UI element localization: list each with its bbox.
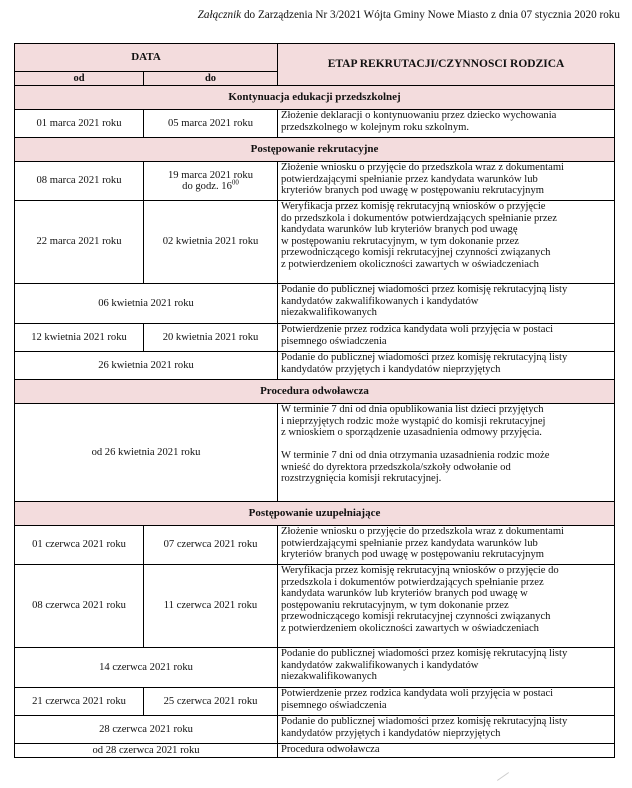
desc-line: kryteriów branych pod uwagę w postępowaniu rekrutacyjnym [281, 185, 545, 196]
stage-description [278, 284, 615, 324]
paragraph-gap [281, 439, 611, 451]
desc-line: kandydatów zakwalifikowanych i kandydatów [281, 659, 479, 671]
desc-line: Złożenie deklaracji o kontynuowaniu przez dziecko wychowania [281, 110, 557, 121]
desc-line: i nieprzyjętych rodzic może wystąpić do komisji rekrutacyjnej [281, 415, 546, 427]
date-single: od 26 kwietnia 2021 roku [15, 404, 278, 502]
desc-line: Potwierdzenie przez rodzica kandydata woli przyjęcia w postaci [281, 324, 554, 335]
date-to: 05 marca 2021 roku [144, 110, 278, 138]
date-from: 22 marca 2021 roku [15, 201, 144, 284]
table-row [15, 526, 615, 565]
desc-line: Podanie do publicznej wiadomości przez komisję rekrutacyjną listy [281, 716, 568, 727]
date-to: 07 czerwca 2021 roku [144, 526, 278, 565]
date-single: 06 kwietnia 2021 roku [15, 284, 278, 324]
date-single: od 28 czerwca 2021 roku [15, 744, 278, 758]
section-row [15, 502, 615, 526]
col-header-etap: ETAP REKRUTACJI/CZYNNOSCI RODZICA [278, 44, 615, 86]
desc-line: Procedura odwoławcza [281, 744, 380, 755]
desc-line: kryteriów branych pod uwagę w postępowaniu rekrutacyjnym [281, 549, 545, 560]
section-uzupelniajace: Postępowanie uzupełniające [15, 502, 615, 526]
stage-description [278, 716, 615, 744]
attachment-header [198, 9, 620, 21]
desc-line: kandydata warunków lub kryteriów branych pod uwagę [281, 224, 518, 235]
table-row [15, 688, 615, 716]
desc-line: Podanie do publicznej wiadomości przez komisję rekrutacyjną listy [281, 352, 568, 363]
stage-description [278, 404, 615, 502]
stage-description [278, 352, 615, 380]
desc-line: niezakwalifikowanych [281, 671, 377, 682]
attachment-header-text: do Zarządzenia Nr 3/2021 Wójta Gminy Nowe Miasto z dnia 07 stycznia 2020 roku [241, 9, 620, 21]
stage-description [278, 201, 615, 284]
desc-line: kandydatów zakwalifikowanych i kandydatów [281, 295, 479, 307]
table-row [15, 565, 615, 648]
stage-description [278, 526, 615, 565]
table-row [15, 324, 615, 352]
date-from: 21 czerwca 2021 roku [15, 688, 144, 716]
date-to-time [144, 178, 277, 193]
section-rekrutacja: Postępowanie rekrutacyjne [15, 138, 615, 162]
col-header-od: od [15, 72, 144, 86]
table-row [15, 162, 615, 201]
stage-description [278, 648, 615, 688]
desc-line: Potwierdzenie przez rodzica kandydata woli przyjęcia w postaci [281, 688, 554, 699]
desc-line: w postępowaniu rekrutacyjnym, w tym dokonanie przez [281, 235, 520, 247]
desc-line: przewodniczącego komisji rekrutacyjnej czynności związanych [281, 247, 551, 258]
section-row [15, 138, 615, 162]
stage-description [278, 565, 615, 648]
stage-description [278, 744, 615, 758]
desc-line: potwierdzającymi spełnianie przez kandydata warunków lub [281, 173, 538, 185]
desc-line: kandydatów przyjętych i kandydatów nieprzyjętych [281, 363, 501, 375]
date-to: 11 czerwca 2021 roku [144, 565, 278, 648]
desc-line: wnieść do dyrektora przedszkola/szkoły odwołanie od [281, 461, 511, 473]
table-row [15, 716, 615, 744]
table-row [15, 648, 615, 688]
desc-line: z potwierdzeniem okoliczności zawartych w oświadczeniach [281, 258, 539, 270]
desc-line: przedszkolnego w kolejnym roku szkolnym. [281, 121, 470, 133]
desc-line: Podanie do publicznej wiadomości przez komisję rekrutacyjną listy [281, 284, 568, 295]
col-header-do: do [144, 72, 278, 86]
desc-line: W terminie 7 dni od dnia otrzymania uzasadnienia rodzic może [281, 450, 550, 461]
date-to [144, 162, 278, 201]
stage-description [278, 688, 615, 716]
stage-description [278, 110, 615, 138]
desc-line: rozstrzygnięcia komisji rekrutacyjnej. [281, 473, 442, 484]
date-single: 26 kwietnia 2021 roku [15, 352, 278, 380]
date-single: 14 czerwca 2021 roku [15, 648, 278, 688]
scan-artifact-mark [497, 772, 509, 781]
desc-line: Weryfikacja przez komisję rekrutacyjną wniosków o przyjęcie do [281, 565, 559, 576]
date-to-time-text: do godz. 16 [182, 181, 232, 192]
stage-description [278, 162, 615, 201]
section-row [15, 380, 615, 404]
desc-line: z potwierdzeniem okoliczności zawartych w oświadczeniach [281, 622, 539, 634]
desc-line: niezakwalifikowanych [281, 307, 377, 318]
date-from: 08 czerwca 2021 roku [15, 565, 144, 648]
desc-line: przewodniczącego komisji rekrutacyjnej czynności związanych [281, 611, 551, 622]
desc-line: pisemnego oświadczenia [281, 335, 387, 347]
time-minutes: 00 [231, 178, 239, 187]
desc-line: W terminie 7 dni od dnia opublikowania list dzieci przyjętych [281, 404, 544, 415]
table-row [15, 404, 615, 502]
desc-line: Weryfikacja przez komisję rekrutacyjną wniosków o przyjęcie [281, 201, 546, 212]
table-row [15, 352, 615, 380]
date-from: 08 marca 2021 roku [15, 162, 144, 201]
section-kontynuacja: Kontynuacja edukacji przedszkolnej [15, 86, 615, 110]
desc-line: potwierdzającymi spełnianie przez kandydata warunków lub [281, 537, 538, 549]
table-row [15, 744, 615, 758]
desc-line: Złożenie wniosku o przyjęcie do przedszkola wraz z dokumentami [281, 162, 565, 173]
date-to: 20 kwietnia 2021 roku [144, 324, 278, 352]
desc-line: kandydata warunków lub kryteriów branych pod uwagę w [281, 588, 528, 599]
date-to-line: 19 marca 2021 roku [167, 169, 254, 181]
table-row [15, 284, 615, 324]
table-row [15, 201, 615, 284]
desc-line: do przedszkola i dokumentów potwierdzających spełnianie przez [281, 212, 557, 224]
date-to: 02 kwietnia 2021 roku [144, 201, 278, 284]
section-odwolania: Procedura odwoławcza [15, 380, 615, 404]
date-to: 25 czerwca 2021 roku [144, 688, 278, 716]
desc-line: postępowaniu rekrutacyjnym, w tym dokonanie przez [281, 599, 509, 611]
date-from: 01 marca 2021 roku [15, 110, 144, 138]
section-row [15, 86, 615, 110]
header-row [15, 44, 615, 72]
date-from: 01 czerwca 2021 roku [15, 526, 144, 565]
desc-line: pisemnego oświadczenia [281, 699, 387, 711]
desc-line: z wnioskiem o sporządzenie uzasadnienia odmowy przyjęcia. [281, 427, 542, 438]
desc-line: przedszkola i dokumentów potwierdzających spełnianie przez [281, 576, 544, 588]
table-row [15, 110, 615, 138]
desc-line: kandydatów przyjętych i kandydatów nieprzyjętych [281, 727, 501, 739]
desc-line: Podanie do publicznej wiadomości przez komisję rekrutacyjną listy [281, 648, 568, 659]
desc-line: Złożenie wniosku o przyjęcie do przedszkola wraz z dokumentami [281, 526, 565, 537]
stage-description [278, 324, 615, 352]
recruitment-schedule-table [14, 43, 615, 758]
attachment-label: Załącznik [197, 9, 242, 21]
date-from: 12 kwietnia 2021 roku [15, 324, 144, 352]
date-single: 28 czerwca 2021 roku [15, 716, 278, 744]
col-header-data: DATA [15, 44, 278, 72]
